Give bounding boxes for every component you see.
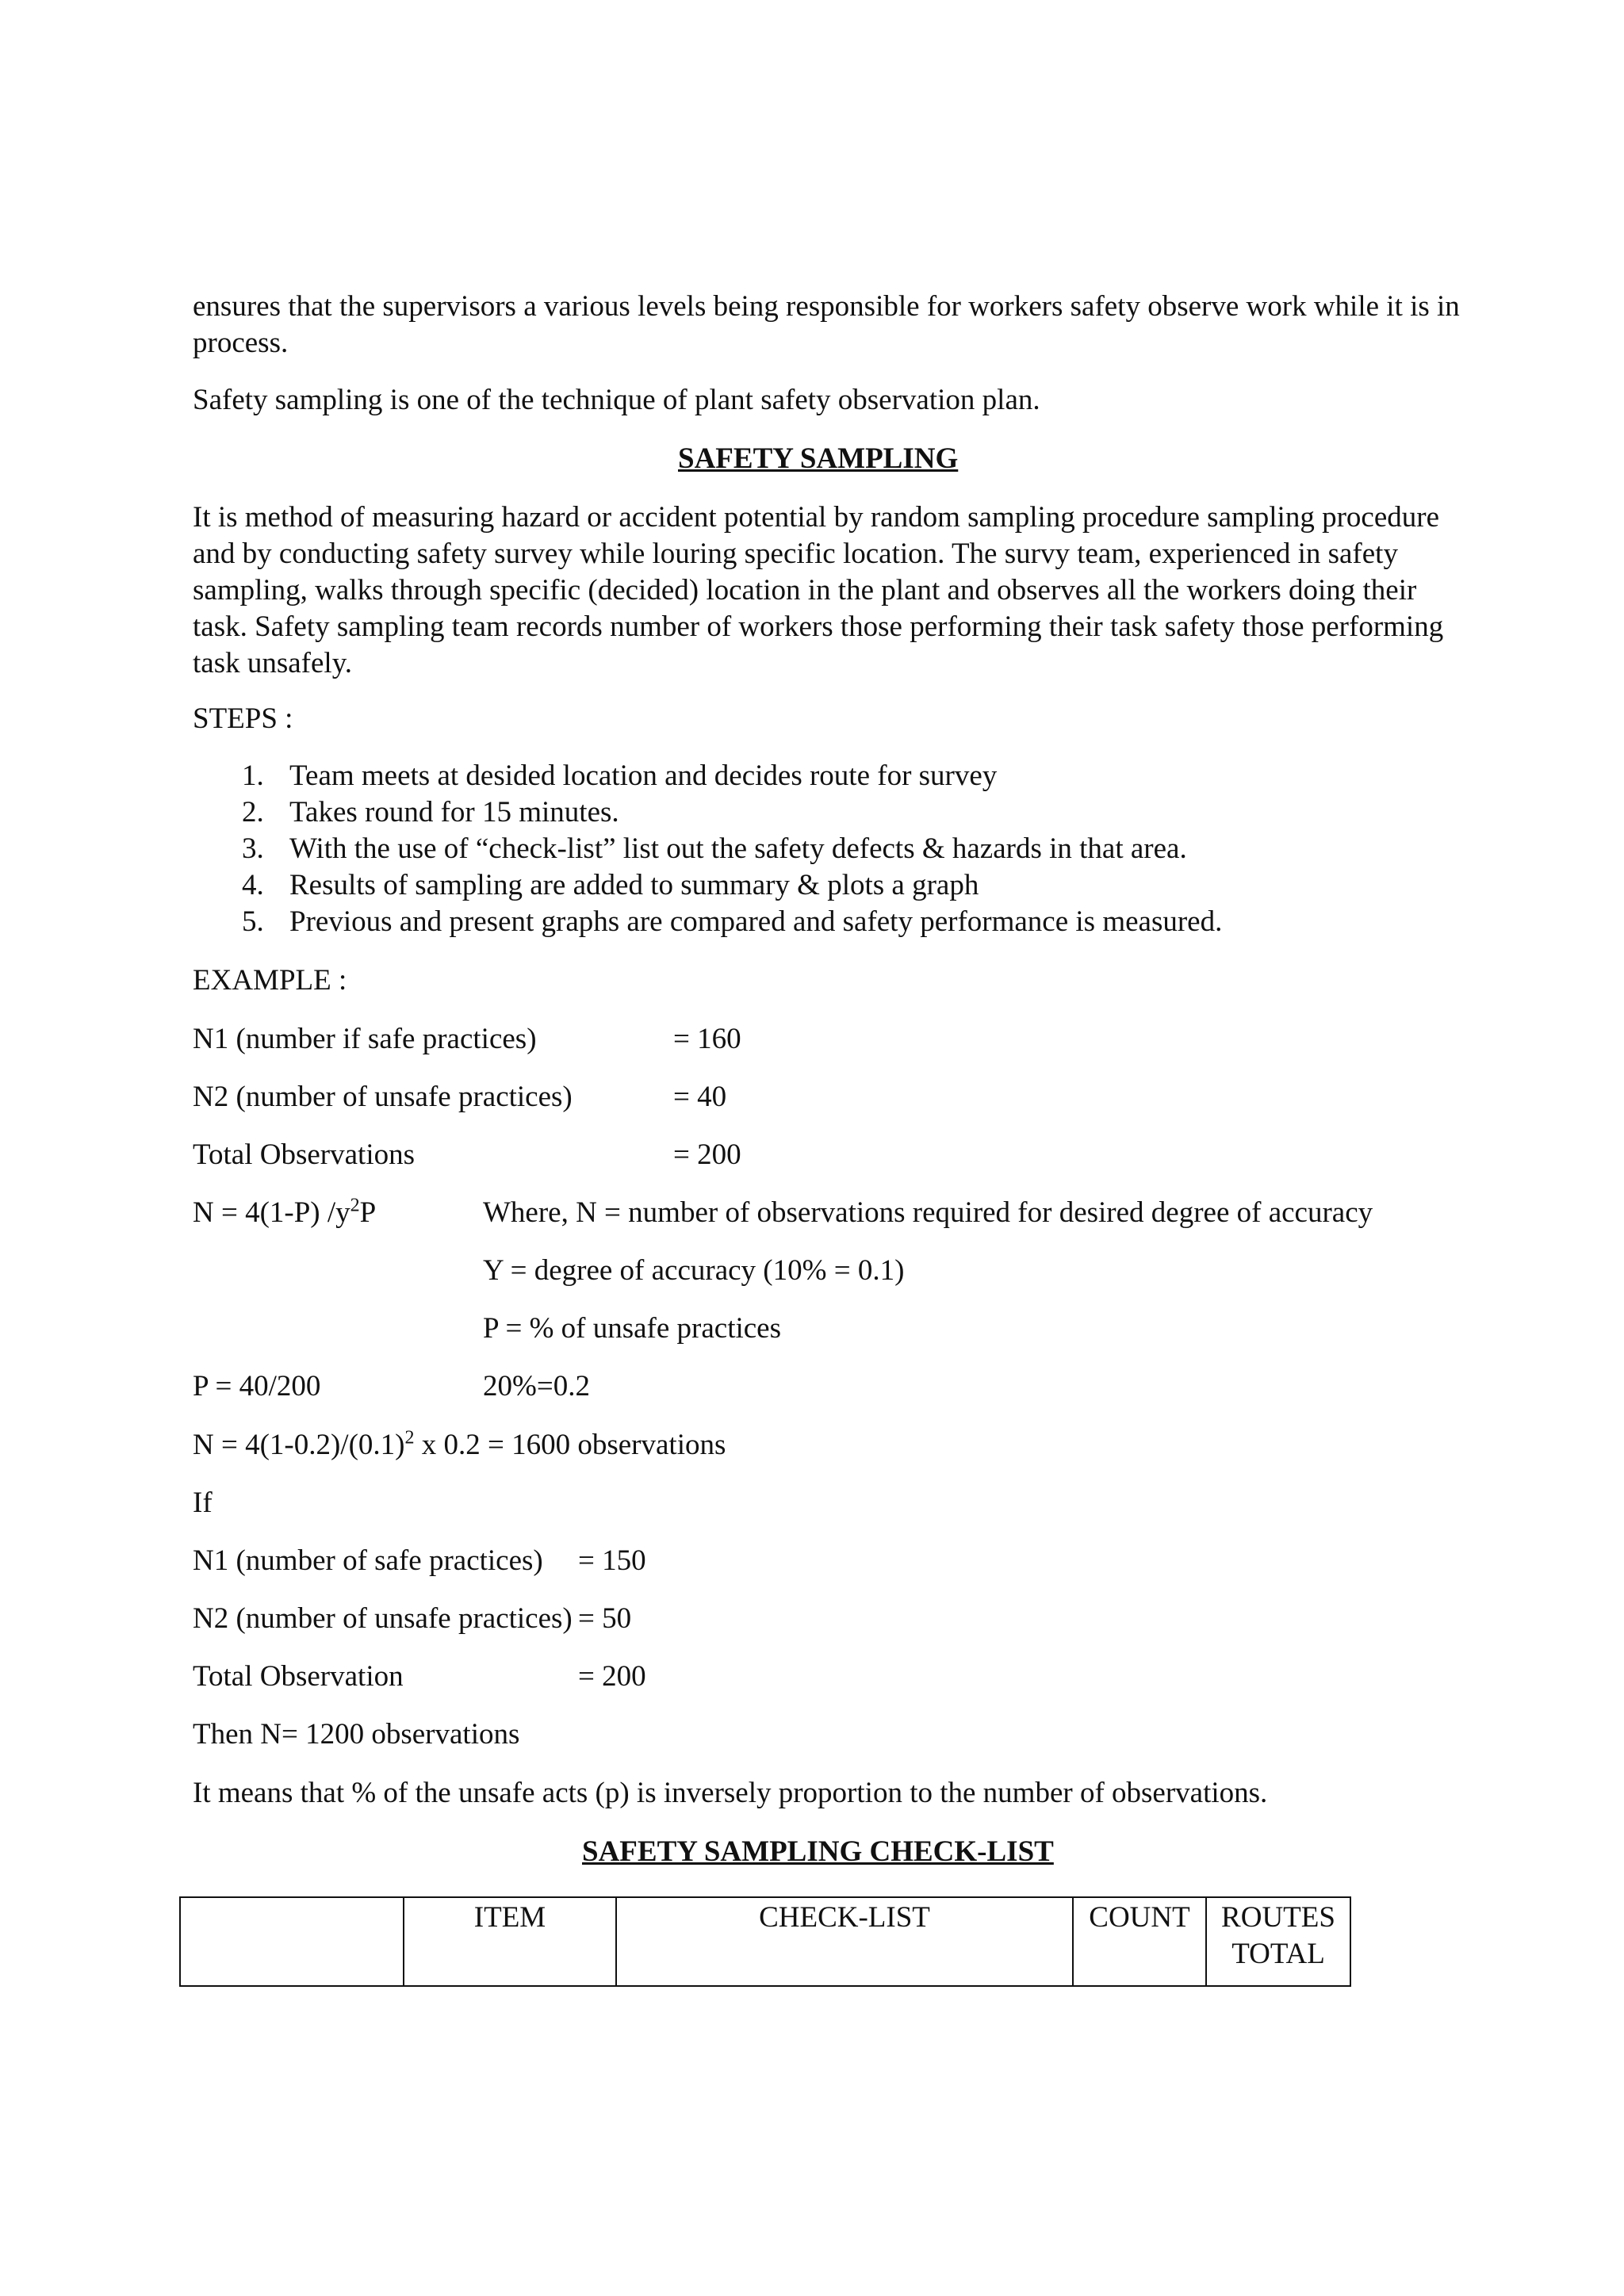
- intro-paragraph: ensures that the supervisors a various levels being responsible for workers safety observe work while it is in process.: [193, 290, 1460, 359]
- n2-value-2: = 50: [578, 1602, 632, 1635]
- steps-list: [193, 758, 1222, 940]
- n1-value: = 160: [673, 1023, 741, 1055]
- total-label: Total Observations: [193, 1138, 415, 1171]
- n2-value: = 40: [673, 1081, 727, 1113]
- p-value: 20%=0.2: [483, 1370, 590, 1402]
- then-result: Then N= 1200 observations: [193, 1718, 520, 1751]
- p-calculation: P = 40/200: [193, 1370, 321, 1402]
- table-row: [180, 1897, 1350, 1986]
- total-value-2: = 200: [578, 1660, 646, 1693]
- total-label-2: Total Observation: [193, 1660, 404, 1693]
- column-header-routes-total: ROUTES TOTAL: [1206, 1897, 1350, 1986]
- example-label: EXAMPLE :: [193, 964, 347, 997]
- section-heading: SAFETY SAMPLING: [678, 442, 959, 475]
- formula-p-definition: P = % of unsafe practices: [483, 1312, 781, 1345]
- conclusion: It means that % of the unsafe acts (p) is inversely proportion to the number of observations.: [193, 1777, 1268, 1809]
- column-header-blank: [180, 1897, 404, 1986]
- formula: N = 4(1-P) $/y^2P$: [193, 1195, 377, 1229]
- n1-label-2: N1 (number of safe practices): [193, 1544, 543, 1577]
- steps-label: STEPS :: [193, 702, 293, 735]
- checklist-heading: SAFETY SAMPLING CHECK-LIST: [582, 1835, 1054, 1868]
- checklist-table: [179, 1896, 1351, 1987]
- section-body: It is method of measuring hazard or accident potential by random sampling procedure sampling procedure and by conducting safety survey while louring specific location. The survy team, experienced in safety sampling, walks through specific (decided) location in the plant and observes all the workers doing their task. Safety sampling team records number of workers those performing their task safety those performing task unsafely.: [193, 501, 1444, 679]
- n1-value-2: = 150: [578, 1544, 646, 1577]
- if-label: If: [193, 1487, 213, 1519]
- n2-label-2: N2 (number of unsafe practices): [193, 1602, 573, 1635]
- list-item: 5. Previous and present graphs are compared and safety performance is measured.: [242, 905, 1223, 938]
- formula-where: Where, N = number of observations required for desired degree of accuracy: [483, 1196, 1373, 1229]
- column-header-check-list: CHECK-LIST: [616, 1897, 1073, 1986]
- n2-label: N2 (number of unsafe practices): [193, 1081, 573, 1113]
- list-item: 2. Takes round for 15 minutes.: [242, 796, 619, 828]
- column-header-item: ITEM: [404, 1897, 616, 1986]
- n1-label: N1 (number if safe practices): [193, 1023, 537, 1055]
- column-header-count: COUNT: [1073, 1897, 1206, 1986]
- formula-y-definition: Y = degree of accuracy (10% = 0.1): [483, 1254, 905, 1287]
- n-calculation: $N = 4(1-0.2)/(0.1)^2$ x 0.2 = 1600 observations: [193, 1427, 726, 1461]
- list-item: 4. Results of sampling are added to summary & plots a graph: [242, 869, 979, 901]
- list-item: 3. With the use of “check-list” list out the safety defects & hazards in that area.: [242, 832, 1187, 865]
- total-value: = 200: [673, 1138, 741, 1171]
- intro-sentence: Safety sampling is one of the technique of plant safety observation plan.: [193, 384, 1040, 416]
- list-item: 1. Team meets at desided location and decides route for survey: [242, 760, 998, 792]
